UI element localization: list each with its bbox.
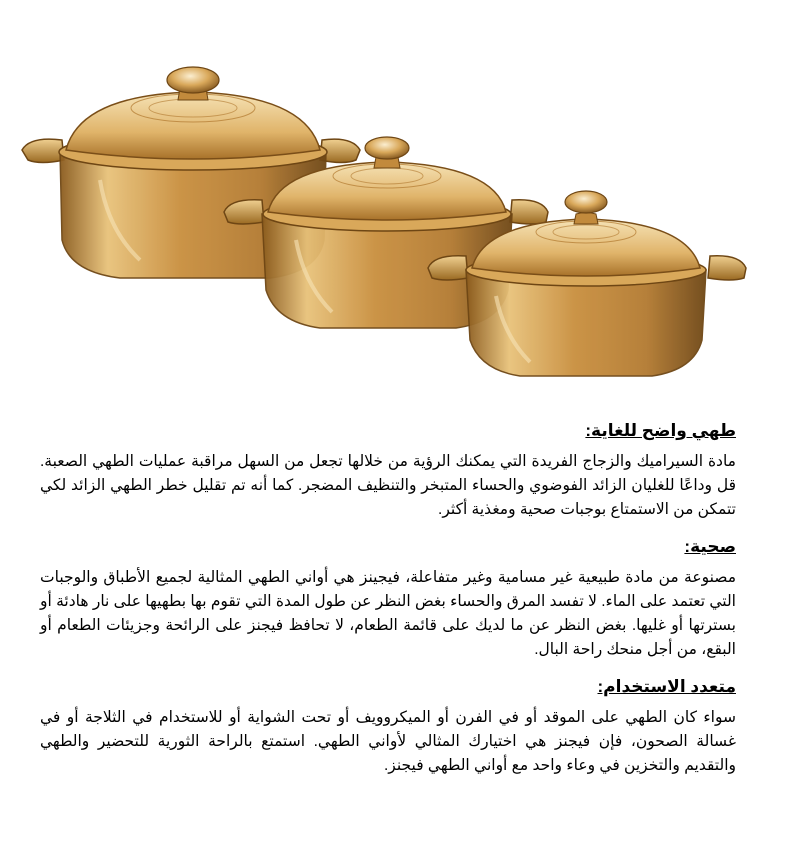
description-content [40,420,736,792]
cookware-product-image [0,0,786,400]
paragraph-versatile: سواء كان الطهي على الموقد أو في الفرن أو الميكروويف أو تحت الشواية أو للاستخدام في الثلاجة أو في غسالة الصحون، فإن فيجنز هي اختيارك المثالي لأواني الطهي. استمتع بالراحة الثورية للتحضير والطهي والتقديم والتخزين في وعاء واحد مع أواني الطهي فيجنز. [40,709,736,774]
paragraph-healthy: مصنوعة من مادة طبيعية غير مسامية وغير متفاعلة، فيجينز هي أواني الطهي المثالية لجميع الأطباق والوجبات التي تعتمد على الماء. لا تفسد المرق والحساء بغض النظر عن طول المدة التي تقوم بها بطهيها على نار هادئة أو بسترتها أو غليها. بغض النظر عن ما لديك على قائمة الطعام، لا تحافظ فيجنز على الرائحة وجزيئات الطعام أو البقع، من أجل منحك راحة البال. [40,569,736,658]
heading-versatile: متعدد الاستخدام: [597,677,736,696]
paragraph-clear-cooking: مادة السيراميك والزجاج الفريدة التي يمكنك الرؤية من خلالها تجعل من السهل مراقبة عمليات الطهي الصعبة. قل وداعًا للغليان الزائد الفوضوي والحساء المتبخر والتنظيف المضجر. كما أنه تم تقليل خطر الطهي الزائد لكي تتمكن من الاستمتاع بوجبات صحية ومغذية أكثر. [40,453,736,518]
heading-healthy: صحية: [684,537,736,556]
heading-clear-cooking: طهي واضح للغاية: [585,421,736,440]
